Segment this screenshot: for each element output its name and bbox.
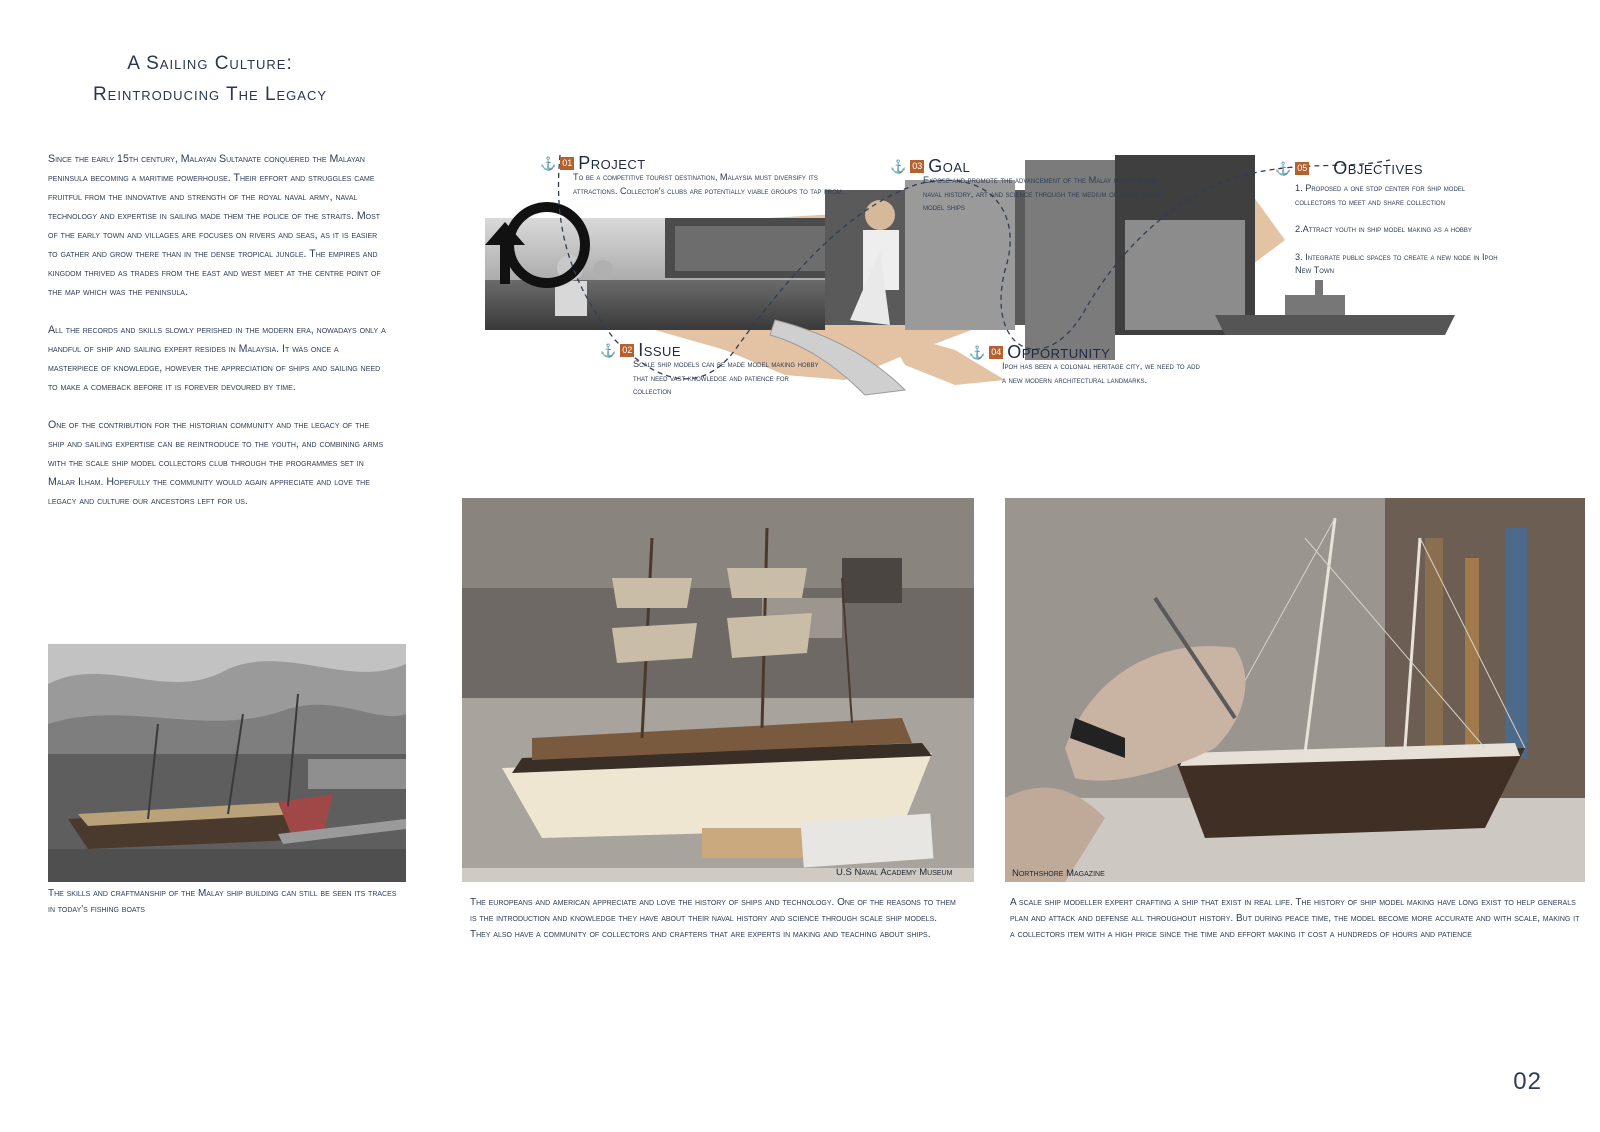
step-number: 04 [991, 347, 1002, 357]
step-text: Ipoh has been a colonial heritage city, we need to add a new modern architectural landmarks. [1002, 361, 1200, 385]
intro-paragraph-3: One of the contribution for the historian community and the legacy of the ship and sailing expertise can be reintroduce to the youth, and combining arms with the scale ship model collectors club through the programmes set in Malar Ilham. Hopefully the community would again appreciate and love the legacy and culture our ancestors left for us. [48, 419, 384, 507]
museum-caption-1: The europeans and american appreciate and love the history of ships and technology. One of the reasons to them is the introduction and knowledge they have about their naval history and science through scale ship models. [470, 897, 956, 924]
museum-caption-2: They also have a community of collectors and crafters that are experts in making and teaching about ships. [470, 929, 931, 940]
museum-ship-photo [462, 498, 974, 882]
step-number: 03 [912, 161, 923, 171]
intro-paragraph-2: All the records and skills slowly perished in the modern era, nowadays only a handful of ship and sailing expert resides in Malaysia. It was once a masterpiece of knowledge, however the appreciation of ships and sailing need to make a comeback before it is forever devoured by time. [48, 324, 386, 393]
anchor-icon: ⚓ [1275, 160, 1292, 176]
step-name: Objectives [1333, 158, 1423, 178]
step-text: To be a competitive tourist destination, Malaysia must diversify its attractions. Collector's clubs are potentially viable groups to tap from. [573, 172, 845, 196]
step-objectives [1275, 158, 1498, 292]
step-number: 01 [562, 158, 573, 168]
step-text: Expose and promote the advancement of the Malay maritime and naval history, art and science through the medium of small scale model ships [923, 175, 1162, 212]
step-name: Goal [928, 156, 971, 176]
step-name: Issue [638, 340, 682, 360]
page-number: 02 [1513, 1068, 1542, 1095]
anchor-icon: ⚓ [540, 155, 557, 171]
crafting-caption: A scale ship modeller expert crafting a ship that exist in real life. The history of ship model making have long exist to help generals plan and attack and defense all throughout history. But during peace time, the model become more accurate and with scale, making it a collectors item with a high price since the time and effort making it cost a hundreds of hours and patience [1010, 897, 1580, 940]
fishing-boats-caption: The skills and craftmanship of the Malay ship building can still be seen its traces in today's fishing boats [48, 888, 397, 915]
anchor-icon: ⚓ [969, 344, 986, 360]
title-line-1: A Sailing Culture: [127, 53, 293, 74]
museum-caption [470, 895, 965, 943]
page-title [60, 48, 360, 110]
objectives-list [1295, 182, 1500, 278]
objective-item: 3. Integrate public spaces to create a new node in Ipoh New Town [1295, 251, 1498, 275]
museum-credit: U.S Naval Academy Museum [836, 867, 953, 878]
step-issue [600, 340, 860, 399]
concept-collage [485, 150, 1498, 400]
step-number: 02 [622, 345, 633, 355]
intro-text [48, 150, 388, 530]
step-project [540, 153, 870, 198]
fishing-boats-photo [48, 644, 406, 882]
fishing-boats-image [48, 644, 406, 882]
ship-crafting-image [1005, 498, 1585, 882]
crafting-credit: Northshore Magazine [1012, 868, 1105, 879]
objective-item: 2.Attract youth in ship model making as a hobby [1295, 224, 1472, 234]
step-number: 05 [1297, 163, 1308, 173]
step-goal [890, 156, 1190, 215]
intro-paragraph-1: Since the early 15th century, Malayan Sultanate conquered the Malayan peninsula becoming a maritime powerhouse. Their effort and struggles came fruitful from the innovative and strength of the royal naval army, naval technology and expertise in sailing made them the police of the straits. Most of the early town and villages are focuses on rivers and seas, as it is easier to gather and grow there than in the dense tropical jungle. The empires and kingdom thrived as trades from the east and west meet at the centre point of the map which was the peninsula. [48, 153, 381, 298]
anchor-icon: ⚓ [600, 342, 617, 358]
step-opportunity [969, 342, 1229, 387]
objective-item: 1. Proposed a one stop center for ship model collectors to meet and share collection [1295, 183, 1466, 207]
ship-crafting-photo [1005, 498, 1585, 882]
step-name: Project [578, 153, 646, 173]
anchor-icon: ⚓ [890, 158, 907, 174]
step-text: Scale ship models can be made model making hobby that need vast knowledge and patience for collection [633, 359, 819, 396]
step-name: Opportunity [1007, 342, 1111, 362]
museum-ship-image [462, 498, 974, 882]
title-line-2: Reintroducing The Legacy [92, 84, 328, 105]
